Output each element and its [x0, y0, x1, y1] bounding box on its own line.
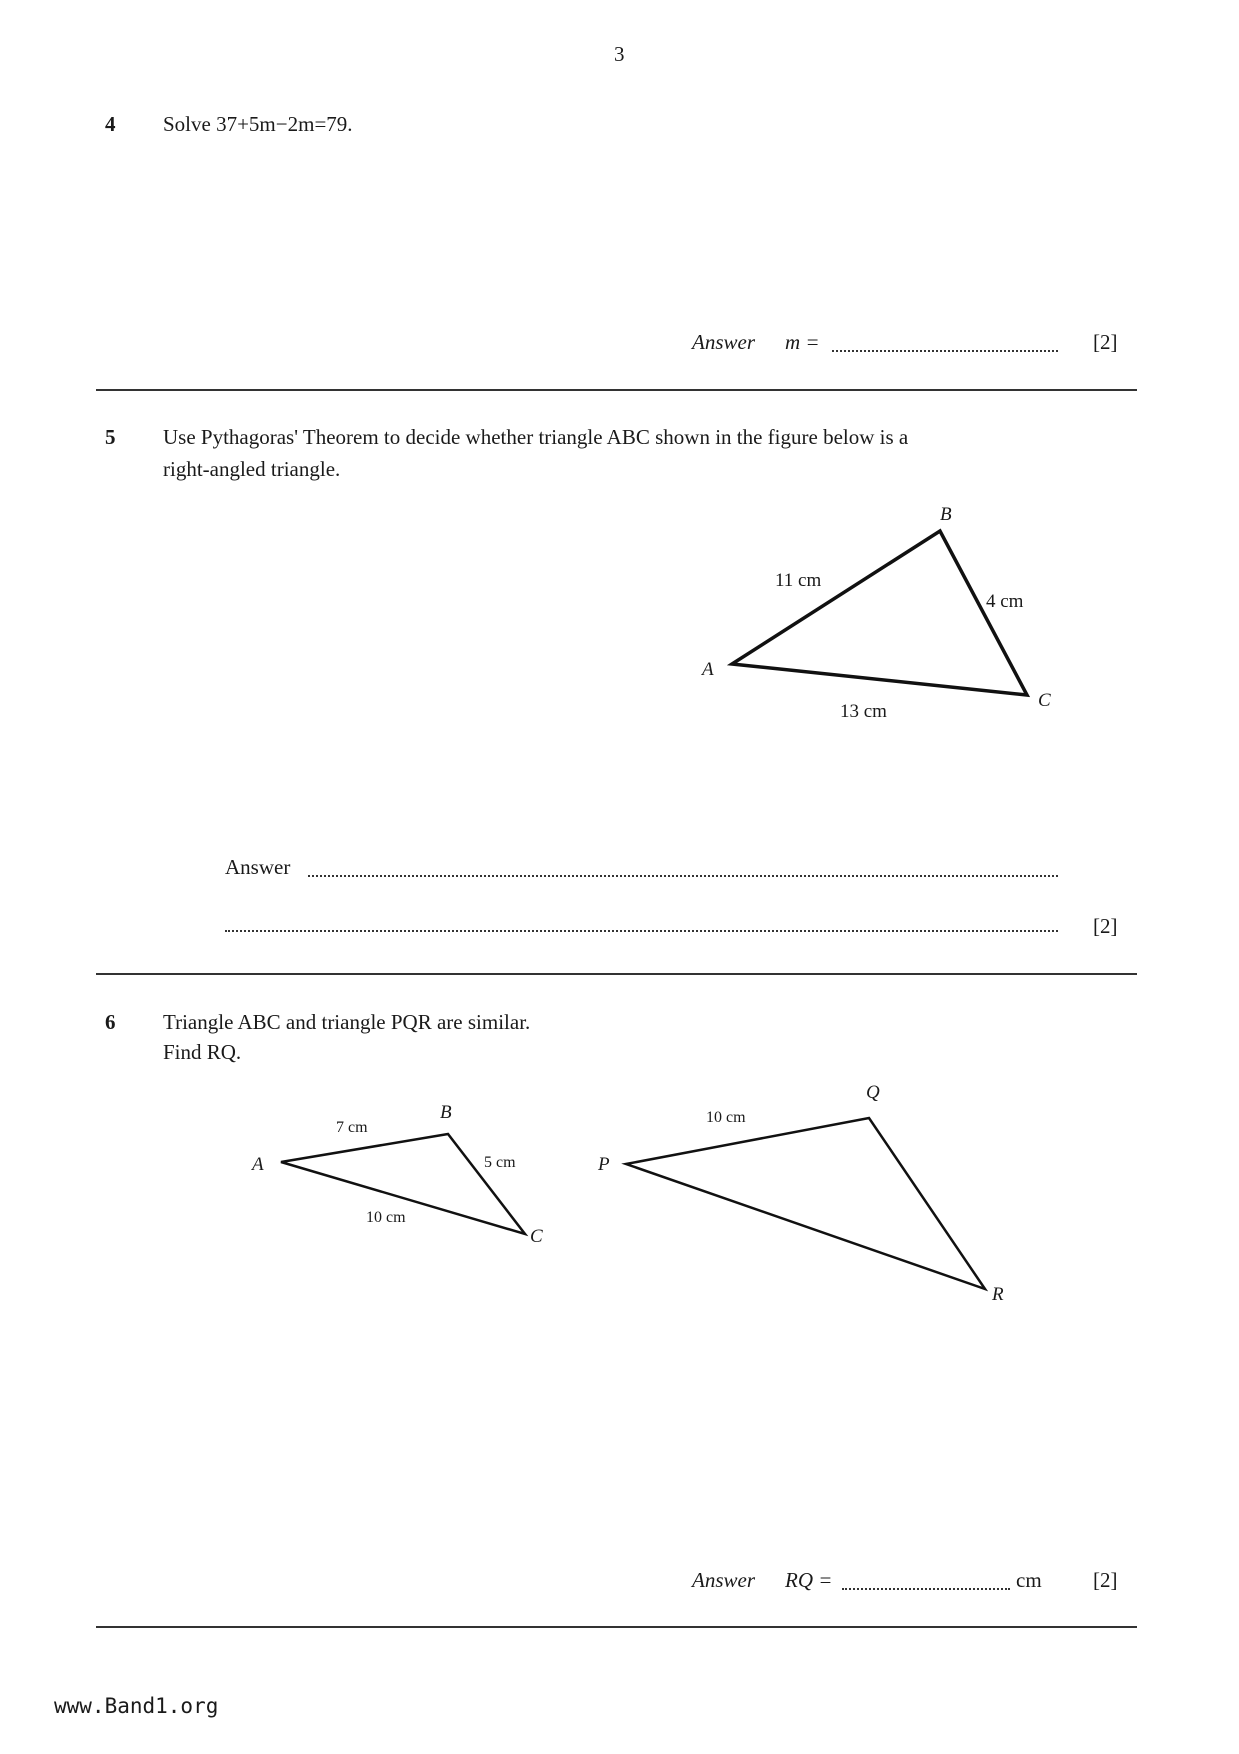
vertex-label-a: A — [702, 659, 714, 680]
question-5-answer-field-line1[interactable] — [308, 855, 1058, 877]
question-5-text-line1: Use Pythagoras' Theorem to decide whether triangle ABC shown in the figure below is a — [163, 425, 909, 449]
vertex-label-a: A — [252, 1154, 264, 1175]
vertex-label-p: P — [598, 1154, 610, 1175]
question-5-answer-label: Answer — [225, 855, 291, 879]
divider — [96, 1626, 1137, 1628]
question-5-marks: [2] — [1093, 914, 1118, 938]
triangle-abc-q5 — [732, 531, 1027, 695]
vertex-label-c: C — [1038, 690, 1051, 711]
question-6-answer-unit: cm — [1016, 1568, 1042, 1592]
side-label-ab: 7 cm — [336, 1119, 368, 1136]
vertex-label-b: B — [940, 504, 952, 525]
side-label-bc: 4 cm — [986, 591, 1024, 612]
question-6-number: 6 — [105, 1010, 116, 1034]
side-label-ab: 11 cm — [775, 570, 822, 591]
question-5-number: 5 — [105, 425, 116, 449]
question-6-answer-field[interactable] — [842, 1568, 1010, 1590]
question-6-text-line2: Find RQ. — [163, 1040, 242, 1064]
question-5-text-line2: right-angled triangle. — [163, 457, 341, 481]
side-label-ac: 13 cm — [840, 701, 887, 722]
question-5-answer-field-line2[interactable] — [225, 910, 1058, 932]
question-4-marks: [2] — [1093, 330, 1118, 354]
triangle-pqr — [626, 1118, 985, 1289]
vertex-label-b: B — [440, 1102, 452, 1123]
vertex-label-q: Q — [866, 1082, 880, 1103]
question-6-answer-label: Answer — [692, 1568, 755, 1592]
side-label-bc: 5 cm — [484, 1154, 516, 1171]
question-4-text: Solve 37+5m−2m=79. — [163, 112, 353, 136]
vertex-label-c: C — [530, 1226, 543, 1247]
question-6-marks: [2] — [1093, 1568, 1118, 1592]
question-4-answer-var: m = — [785, 330, 820, 354]
vertex-label-r: R — [992, 1284, 1004, 1305]
footer-website[interactable]: www.Band1.org — [54, 1694, 219, 1718]
question-6-text-line1: Triangle ABC and triangle PQR are similar. — [163, 1010, 531, 1034]
question-4-number: 4 — [105, 112, 116, 136]
side-label-ac: 10 cm — [366, 1209, 406, 1226]
page-number: 3 — [614, 42, 625, 66]
side-label-pq: 10 cm — [706, 1109, 746, 1126]
question-6-answer-var: RQ = — [785, 1568, 833, 1592]
question-4-answer-label: Answer — [692, 330, 755, 354]
divider — [96, 973, 1137, 975]
